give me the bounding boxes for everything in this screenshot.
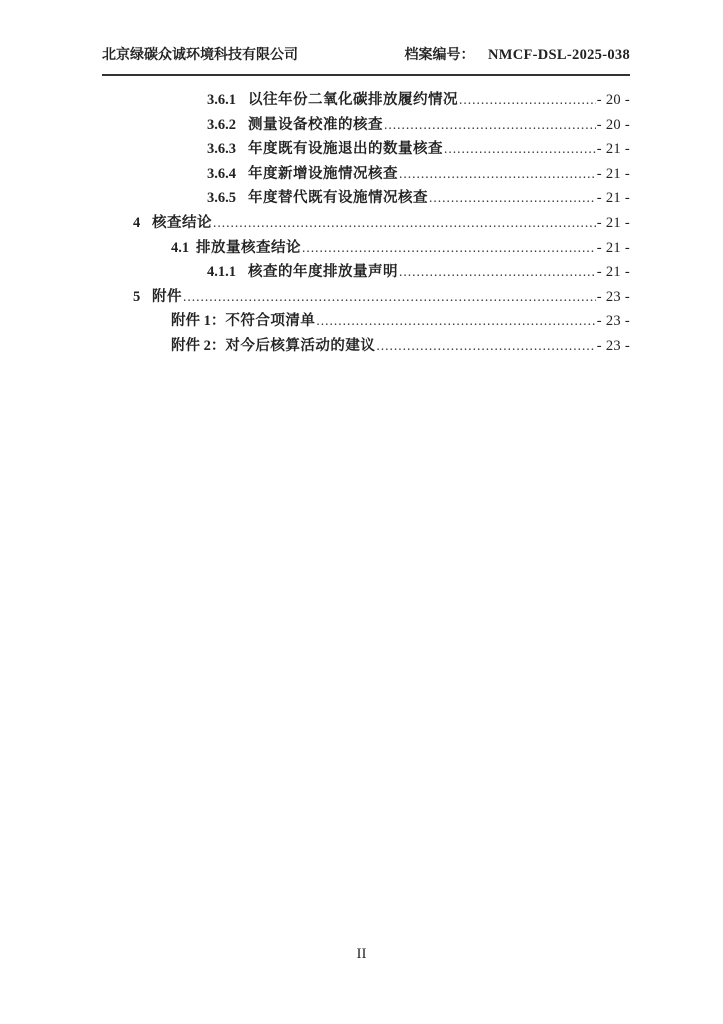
toc-entry-number: 3.6.5 bbox=[207, 190, 236, 207]
toc-leader-dots bbox=[213, 211, 596, 236]
toc-entry-title: 以往年份二氧化碳排放履约情况 bbox=[248, 92, 458, 108]
toc-entry bbox=[103, 285, 630, 310]
toc-entry bbox=[103, 137, 630, 162]
toc-entry bbox=[103, 186, 630, 211]
toc-entry-number: 3.6.3 bbox=[207, 141, 236, 158]
toc-entry-page: - 21 - bbox=[596, 214, 630, 231]
toc-entry bbox=[103, 309, 630, 334]
toc-entry-page: - 21 - bbox=[596, 264, 630, 281]
toc-entry-number: 3.6.4 bbox=[207, 165, 236, 182]
company-name: 北京绿碳众诚环境科技有限公司 bbox=[102, 48, 298, 63]
toc-entry-number: 4.1 bbox=[171, 239, 190, 256]
toc-leader-dots bbox=[459, 88, 596, 113]
archive-number bbox=[404, 45, 630, 66]
archive-number-value: NMCF-DSL-2025-038 bbox=[487, 47, 630, 63]
toc-leader-dots bbox=[376, 334, 595, 359]
table-of-contents bbox=[103, 88, 630, 359]
toc-entry bbox=[103, 88, 630, 113]
archive-number-label: 档案编号： bbox=[404, 48, 475, 63]
toc-leader-dots bbox=[399, 162, 596, 187]
toc-entry-number: 4.1.1 bbox=[207, 264, 236, 281]
page-header bbox=[102, 45, 630, 76]
toc-entry bbox=[103, 162, 630, 187]
page-footer bbox=[0, 944, 723, 964]
toc-entry-number: 附件 2： bbox=[171, 337, 226, 354]
toc-entry-title: 不符合项清单 bbox=[225, 313, 316, 330]
toc-leader-dots bbox=[183, 285, 596, 310]
toc-entry bbox=[103, 211, 630, 236]
toc-entry-number: 3.6.1 bbox=[207, 92, 236, 108]
toc-entry-page: - 21 - bbox=[596, 141, 630, 158]
toc-entry-title: 附件 bbox=[152, 288, 182, 305]
toc-entry-page: - 21 - bbox=[596, 190, 630, 207]
toc-leader-dots bbox=[316, 309, 595, 334]
toc-entry-title: 对今后核算活动的建议 bbox=[225, 337, 376, 354]
toc-entry-page: - 23 - bbox=[596, 288, 630, 305]
toc-entry-page: - 21 - bbox=[596, 165, 630, 182]
toc-entry-number: 附件 1： bbox=[171, 313, 226, 330]
toc-entry-page: - 20 - bbox=[596, 92, 630, 108]
toc-entry-number: 3.6.2 bbox=[207, 116, 236, 133]
toc-entry bbox=[103, 236, 630, 261]
page-number: II bbox=[356, 946, 367, 962]
toc-entry-page: - 23 - bbox=[596, 313, 630, 330]
toc-leader-dots bbox=[384, 113, 596, 138]
toc-entry-title: 年度替代既有设施情况核查 bbox=[248, 190, 428, 207]
toc-entry-title: 测量设备校准的核查 bbox=[248, 116, 383, 133]
toc-entry-number: 4 bbox=[133, 214, 141, 231]
toc-entry-page: - 20 - bbox=[596, 116, 630, 133]
toc-entry-title: 年度新增设施情况核查 bbox=[248, 165, 398, 182]
toc-leader-dots bbox=[444, 137, 596, 162]
toc-entry-title: 核查的年度排放量声明 bbox=[248, 264, 398, 281]
toc-entry bbox=[103, 334, 630, 359]
toc-entry-title: 排放量核查结论 bbox=[196, 239, 301, 256]
toc-leader-dots bbox=[429, 186, 596, 211]
toc-leader-dots bbox=[302, 236, 596, 261]
toc-entry-title: 核查结论 bbox=[152, 214, 212, 231]
toc-entry-page: - 23 - bbox=[596, 337, 630, 354]
toc-entry-title: 年度既有设施退出的数量核查 bbox=[248, 141, 443, 158]
toc-leader-dots bbox=[399, 260, 596, 285]
toc-entry-number: 5 bbox=[133, 288, 141, 305]
toc-entry bbox=[103, 260, 630, 285]
toc-entry bbox=[103, 113, 630, 138]
toc-entry-page: - 21 - bbox=[596, 239, 630, 256]
